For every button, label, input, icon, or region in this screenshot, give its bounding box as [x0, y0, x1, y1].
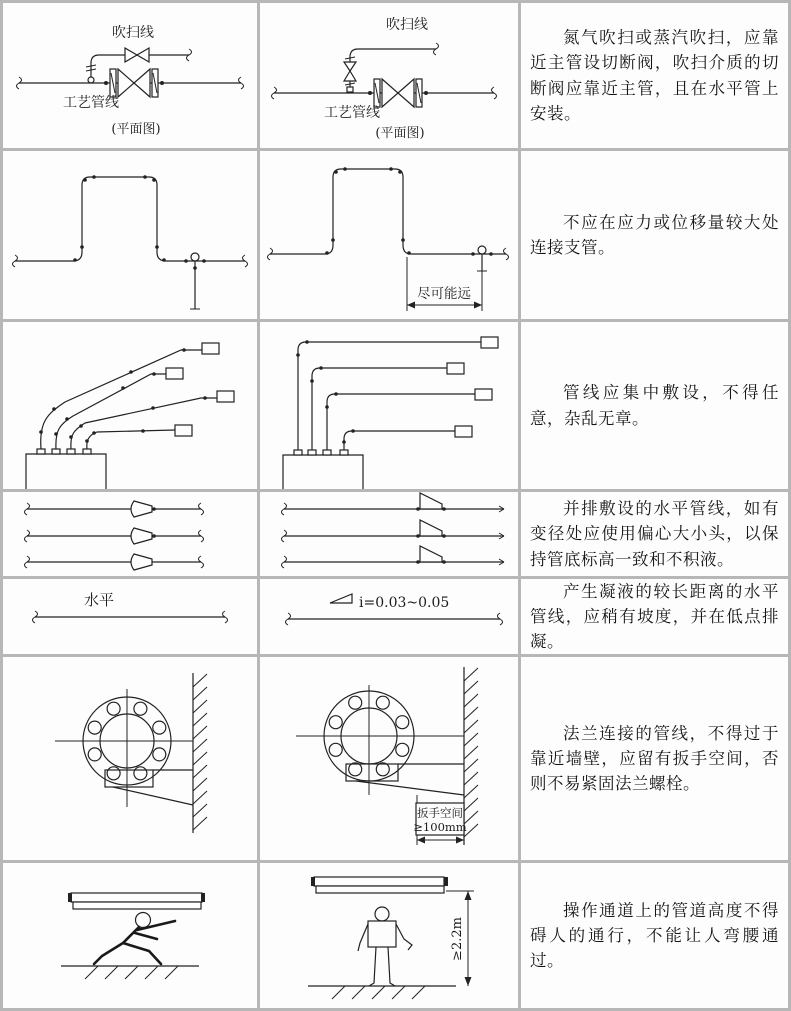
cell-r3-middle	[260, 322, 518, 489]
cell-r6-middle	[260, 657, 518, 860]
note-text: 管线应集中敷设，不得任意，杂乱无章。	[530, 383, 779, 428]
cell-r6-left	[3, 657, 257, 860]
note-text: 不应在应力或位移量较大处连接支管。	[530, 212, 779, 257]
purge-line-label: 吹扫线	[112, 25, 154, 41]
cell-r6-note	[521, 657, 788, 860]
diagram-horizontal-line	[3, 579, 257, 654]
cell-r5-note	[521, 579, 788, 654]
note-text: 并排敷设的水平管线，如有变径处应使用偏心大小头，以保持管底标高一致和不积液。	[530, 499, 779, 569]
diagram-flange-near-wall	[3, 657, 257, 860]
cell-r2-note	[521, 151, 788, 319]
cell-r2-middle	[260, 151, 518, 319]
cell-r4-middle	[260, 492, 518, 576]
cell-r7-middle	[260, 863, 518, 1008]
diagram-purge-plan-wrong	[3, 3, 257, 148]
diagram-concentric-reducers	[3, 492, 257, 576]
cell-r1-middle	[260, 3, 518, 148]
diagram-purge-plan-correct	[260, 3, 518, 148]
cell-r5-left	[3, 579, 257, 654]
cell-r1-note	[521, 3, 788, 148]
cell-r7-note	[521, 863, 788, 1008]
cell-r2-left	[3, 151, 257, 319]
diagram-expansion-loop-wrong	[3, 151, 257, 319]
purge-line-label: 吹扫线	[386, 17, 428, 33]
cell-r4-left	[3, 492, 257, 576]
cell-r4-note	[521, 492, 788, 576]
cell-r1-left	[3, 3, 257, 148]
note-text: 法兰连接的管线，不得过于靠近墙壁，应留有扳手空间，否则不易紧固法兰螺栓。	[530, 723, 779, 794]
note-text: 操作通道上的管道高度不得碍人的通行，不能让人弯腰通过。	[530, 900, 779, 971]
wrench-space-label: 扳手空间	[417, 806, 463, 820]
cell-r5-middle	[260, 579, 518, 654]
horizontal-label: 水平	[83, 591, 115, 609]
diagram-routing-messy	[3, 322, 257, 489]
diagram-low-pipe-crouching-person	[3, 863, 257, 1008]
headroom-dimension-label: ≥2.2m	[450, 917, 465, 961]
diagram-sloped-line	[260, 579, 518, 654]
plan-view-caption: (平面图)	[375, 126, 425, 141]
wrench-space-value: ≥100mm	[413, 820, 467, 834]
diagram-eccentric-reducers	[260, 492, 518, 576]
plan-view-caption: (平面图)	[111, 122, 161, 137]
diagram-expansion-loop-correct	[260, 151, 518, 318]
process-line-label: 工艺管线	[63, 95, 119, 111]
note-text: 产生凝液的较长距离的水平管线，应稍有坡度，并在低点排凝。	[530, 581, 779, 652]
slope-value-label: i=0.03~0.05	[359, 595, 450, 611]
diagram-routing-tidy	[260, 322, 518, 489]
note-text: 氮气吹扫或蒸汽吹扫，应靠近主管设切断阀，吹扫介质的切断阀应靠近主管，且在水平管上安装。	[530, 28, 779, 123]
process-line-label: 工艺管线	[324, 105, 380, 121]
diagram-flange-wrench-space	[260, 657, 518, 860]
cell-r7-left	[3, 863, 257, 1008]
as-far-as-possible-label: 尽可能远	[417, 286, 471, 302]
diagram-pipe-headroom-standing-person	[260, 863, 518, 1008]
cell-r3-note	[521, 322, 788, 489]
cell-r3-left	[3, 322, 257, 489]
